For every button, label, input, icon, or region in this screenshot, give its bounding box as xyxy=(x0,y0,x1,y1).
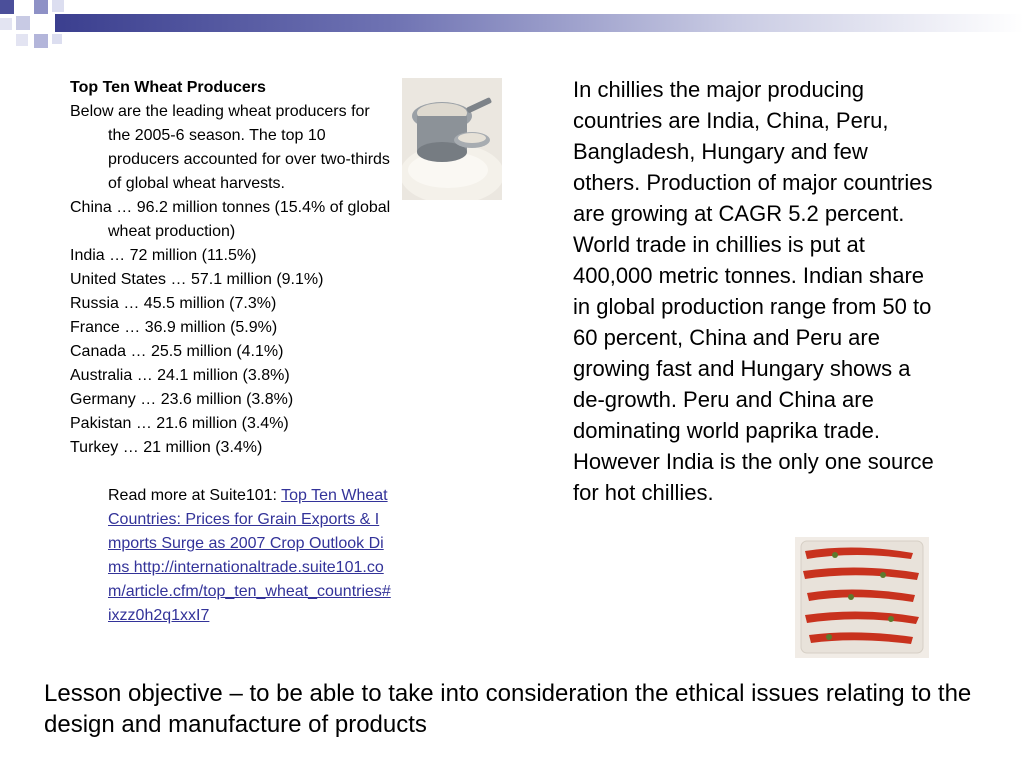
suite101-link[interactable]: Top Ten Wheat Countries: Prices for Grain Exports & Imports Surge as 2007 Crop Outlook Dims http://internationaltrade.suite101.com/article.cfm/top_ten_wheat_countries#ixzz0h2q1xxI7 xyxy=(108,487,391,624)
producer-item: Turkey … 21 million (3.4%) xyxy=(70,439,263,456)
title-banner xyxy=(0,0,1024,60)
banner-square xyxy=(0,0,14,14)
wheat-producers-text xyxy=(70,76,392,628)
chillies-paragraph: In chillies the major producing countries are India, China, Peru, Bangladesh, Hungary and few others. Production of major countries are growing at CAGR 5.2 percent. World trade in chillies is put at 400,000 metric tonnes. Indian share in global production range from 50 to 60 percent, China and Peru are growing fast and Hungary shows a de-growth. Peru and China are dominating world paprika trade. However India is the only one source for hot chillies. xyxy=(573,77,934,505)
producer-item: Australia … 24.1 million (3.8%) xyxy=(70,367,290,384)
banner-gradient-bar xyxy=(55,14,1024,32)
producer-item: France … 36.9 million (5.9%) xyxy=(70,319,278,336)
banner-square xyxy=(52,0,64,12)
read-more-prefix: Read more at Suite101: xyxy=(108,487,282,504)
producer-item: Russia … 45.5 million (7.3%) xyxy=(70,295,277,312)
producer-item: Canada … 25.5 million (4.1%) xyxy=(70,343,284,360)
lesson-objective: Lesson objective – to be able to take into consideration the ethical issues relating to the design and manufacture of products xyxy=(44,680,972,738)
wheat-heading: Top Ten Wheat Producers xyxy=(70,79,266,96)
wheat-intro: Below are the leading wheat producers for the 2005-6 season. The top 10 producers accounted for over two-thirds of global wheat harvests. xyxy=(70,103,390,192)
producer-item: Germany … 23.6 million (3.8%) xyxy=(70,391,294,408)
wheat-flour-photo xyxy=(402,78,502,200)
read-more xyxy=(70,484,392,628)
banner-square xyxy=(34,0,48,14)
banner-square xyxy=(16,34,28,46)
banner-square xyxy=(16,16,30,30)
banner-square xyxy=(0,18,12,30)
producer-item: United States … 57.1 million (9.1%) xyxy=(70,271,324,288)
roasted-chillies-photo xyxy=(795,537,929,658)
producer-item: India … 72 million (11.5%) xyxy=(70,247,257,264)
producer-item: China … 96.2 million tonnes (15.4% of global wheat production) xyxy=(70,199,391,240)
banner-square xyxy=(52,34,62,44)
banner-square xyxy=(34,34,48,48)
producer-item: Pakistan … 21.6 million (3.4%) xyxy=(70,415,289,432)
